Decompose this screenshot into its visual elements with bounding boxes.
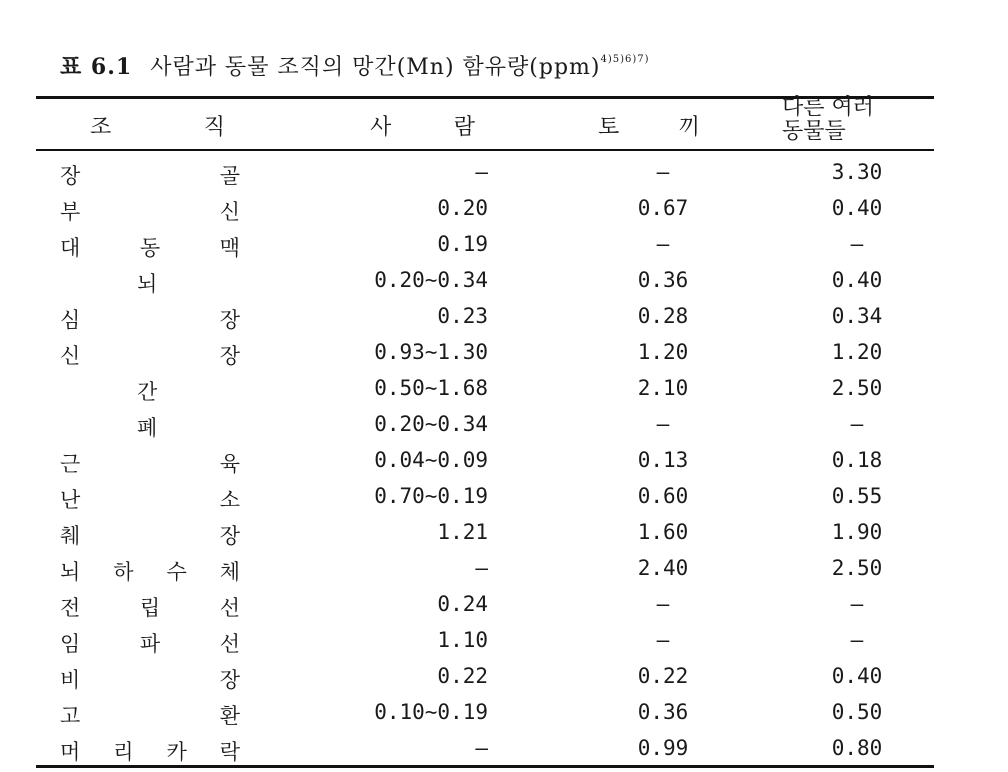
other-value-cell: 0.34 (831, 304, 883, 328)
tissue-char: 락 (219, 740, 240, 764)
tissue-cell (60, 736, 240, 766)
tissue-char: 폐 (137, 416, 158, 440)
human-value-cell: 0.24 (437, 592, 488, 616)
table-row (0, 592, 1008, 628)
other-value-cell: 0.80 (831, 736, 883, 760)
tissue-char: 장 (219, 668, 240, 692)
header-tissue (90, 110, 225, 141)
table-row (0, 304, 1008, 340)
tissue-cell (60, 160, 240, 190)
header-human-char: 사 (370, 115, 392, 140)
other-value-cell: 0.18 (831, 448, 883, 472)
tissue-char: 근 (60, 452, 81, 476)
other-value-cell: 0.50 (831, 700, 883, 724)
rabbit-value-cell: 2.40 (637, 556, 689, 580)
tissue-char: 난 (60, 488, 81, 512)
tissue-char: 환 (219, 704, 240, 728)
rabbit-value-cell: — (656, 628, 670, 652)
rabbit-value-cell: 1.60 (637, 520, 689, 544)
header-other-animals (782, 96, 874, 144)
other-value-cell: 0.55 (831, 484, 883, 508)
header-human-char: 람 (453, 115, 475, 140)
rabbit-value-cell: 1.20 (637, 340, 689, 364)
other-value-cell: — (850, 592, 864, 616)
tissue-char: 립 (139, 596, 161, 620)
rabbit-value-cell: 0.60 (637, 484, 689, 508)
reference-superscript: 4)5)6)7) (600, 54, 650, 65)
rabbit-value-cell: — (656, 412, 670, 436)
tissue-char: 부 (60, 200, 81, 224)
tissue-char: 장 (219, 344, 240, 368)
table-row (0, 340, 1008, 376)
rabbit-value-cell: 0.36 (637, 268, 689, 292)
tissue-char: 맥 (219, 236, 240, 260)
human-value-cell: 0.20∼0.34 (374, 412, 488, 436)
tissue-char: 임 (60, 632, 81, 656)
tissue-cell (60, 700, 240, 730)
tissue-cell (60, 484, 240, 514)
tissue-char: 체 (219, 560, 240, 584)
tissue-char: 간 (137, 380, 158, 404)
tissue-cell (60, 196, 240, 226)
human-value-cell: 0.19 (437, 232, 488, 256)
human-value-cell: — (475, 736, 488, 760)
table-row (0, 196, 1008, 232)
rabbit-value-cell: 0.99 (637, 736, 689, 760)
tissue-char: 비 (60, 668, 81, 692)
other-value-cell: 3.30 (831, 160, 883, 184)
tissue-cell (137, 376, 157, 406)
table-caption (60, 50, 650, 81)
rabbit-value-cell: 0.13 (637, 448, 689, 472)
human-value-cell: 0.70∼0.19 (374, 484, 488, 508)
tissue-char: 대 (60, 236, 81, 260)
table-row (0, 520, 1008, 556)
human-value-cell: — (475, 556, 488, 580)
tissue-char: 장 (60, 164, 81, 188)
tissue-char: 전 (60, 596, 81, 620)
human-value-cell: 1.10 (437, 628, 488, 652)
table-row (0, 664, 1008, 700)
tissue-cell (137, 412, 157, 442)
tissue-char: 췌 (60, 524, 81, 548)
tissue-cell (60, 592, 240, 622)
header-other-line: 동물들 (782, 119, 846, 144)
other-value-cell: 1.20 (831, 340, 883, 364)
tissue-char: 하 (113, 560, 134, 584)
rabbit-value-cell: — (656, 592, 670, 616)
other-value-cell: 2.50 (831, 376, 883, 400)
tissue-cell (60, 232, 240, 262)
table-row (0, 700, 1008, 736)
table-row (0, 484, 1008, 520)
human-value-cell: 0.04∼0.09 (374, 448, 488, 472)
table-row (0, 412, 1008, 448)
tissue-char: 선 (219, 632, 240, 656)
human-value-cell: 0.20∼0.34 (374, 268, 488, 292)
tissue-cell (60, 304, 240, 334)
human-value-cell: 1.21 (437, 520, 488, 544)
header-other-line: 다른 여러 (782, 95, 875, 120)
tissue-cell (60, 448, 240, 478)
tissue-cell (60, 664, 240, 694)
tissue-char: 신 (60, 344, 81, 368)
tissue-char: 파 (139, 632, 161, 656)
tissue-cell (60, 628, 240, 658)
other-value-cell: 0.40 (831, 664, 883, 688)
rabbit-value-cell: 0.22 (637, 664, 689, 688)
human-value-cell: 0.22 (437, 664, 488, 688)
header-tissue-char: 조 (90, 115, 112, 140)
human-value-cell: 0.50∼1.68 (374, 376, 488, 400)
table-row (0, 268, 1008, 304)
tissue-char: 수 (166, 560, 187, 584)
table-row (0, 232, 1008, 268)
other-value-cell: — (850, 232, 864, 256)
header-rabbit (598, 110, 700, 141)
header-rabbit-char: 끼 (678, 115, 700, 140)
human-value-cell: 0.93∼1.30 (374, 340, 488, 364)
human-value-cell: 0.10∼0.19 (374, 700, 488, 724)
other-value-cell: 0.40 (831, 196, 883, 220)
rabbit-value-cell: 2.10 (637, 376, 689, 400)
header-rule (36, 149, 934, 151)
tissue-char: 장 (219, 308, 240, 332)
tissue-char: 뇌 (60, 560, 81, 584)
tissue-char: 장 (219, 524, 240, 548)
header-tissue-char: 직 (203, 115, 225, 140)
human-value-cell: 0.20 (437, 196, 488, 220)
table-row (0, 628, 1008, 664)
tissue-char: 리 (113, 740, 134, 764)
rabbit-value-cell: 0.28 (637, 304, 689, 328)
table-row (0, 160, 1008, 196)
rabbit-value-cell: 0.67 (637, 196, 689, 220)
tissue-char: 골 (219, 164, 240, 188)
rabbit-value-cell: 0.36 (637, 700, 689, 724)
tissue-char: 카 (166, 740, 187, 764)
tissue-char: 소 (219, 488, 240, 512)
other-value-cell: — (850, 628, 864, 652)
human-value-cell: — (475, 160, 488, 184)
other-value-cell: 2.50 (831, 556, 883, 580)
tissue-cell (60, 556, 240, 586)
other-value-cell: 1.90 (831, 520, 883, 544)
other-value-cell: 0.40 (831, 268, 883, 292)
tissue-cell (60, 520, 240, 550)
tissue-char: 육 (219, 452, 240, 476)
table-row (0, 376, 1008, 412)
table-row (0, 448, 1008, 484)
table-label: 표 6.1 (60, 54, 133, 80)
tissue-cell (137, 268, 157, 298)
tissue-char: 심 (60, 308, 81, 332)
tissue-char: 신 (219, 200, 240, 224)
header-human (370, 110, 475, 141)
table-row (0, 556, 1008, 592)
tissue-char: 뇌 (137, 272, 158, 296)
bottom-rule (36, 765, 934, 768)
tissue-char: 머 (60, 740, 81, 764)
tissue-char: 동 (139, 236, 161, 260)
table-title: 사람과 동물 조직의 망간(Mn) 함유량(ppm) (150, 55, 601, 80)
rabbit-value-cell: — (656, 232, 670, 256)
human-value-cell: 0.23 (437, 304, 488, 328)
tissue-cell (60, 340, 240, 370)
header-rabbit-char: 토 (598, 115, 620, 140)
rabbit-value-cell: — (656, 160, 670, 184)
other-value-cell: — (850, 412, 864, 436)
tissue-char: 선 (219, 596, 240, 620)
tissue-char: 고 (60, 704, 81, 728)
